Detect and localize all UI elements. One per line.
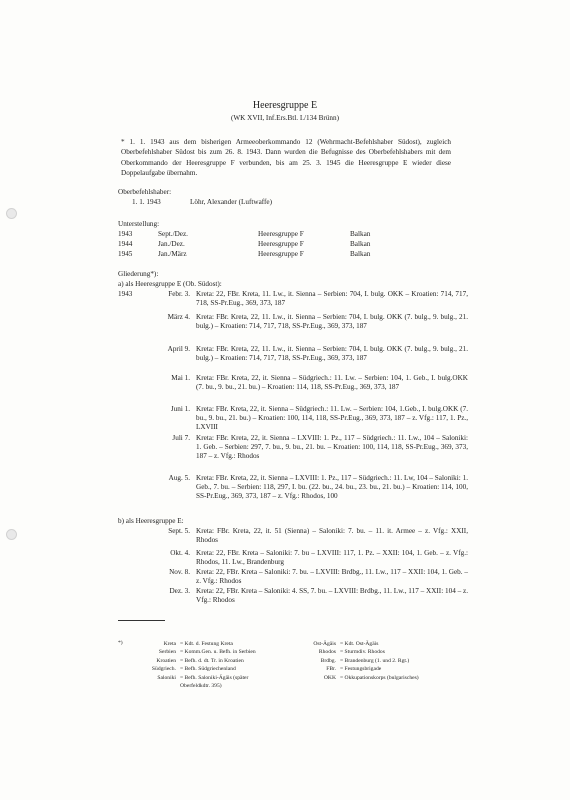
- gliederung-entry: [118, 405, 468, 432]
- entry-text: Kreta: FBr. Kreta, 22, it. 51 (Sienna) – Saloniki: 7. bu. – 11. it. Armee – z. Vfg.: XXII, Rhodos: [196, 527, 468, 545]
- punch-hole: [6, 529, 17, 540]
- entry-text: Kreta: FBr. Kreta, 22, it. Sienna – LXVIII: 1. Pz., 117 – Südgriech.: 11. Lw., 104 – Saloniki: 1. Geb. – Serbien: 297, 7. bu., 9. bu., 21. bu. – Kroatien: 100, 114, 118, SS-Pr.Eug., 369, 373, 187 – z. Vfg.: Rhodos: [196, 434, 468, 461]
- footnote-abbr: Saloniki: [157, 674, 176, 681]
- gliederung-label: Gliederung*):: [118, 270, 159, 278]
- entry-date: Febr. 3.: [168, 290, 190, 298]
- entry-date: Sept. 5.: [168, 527, 190, 535]
- unterstellung-period: Jan./Dez.: [158, 240, 185, 248]
- entry-text: Kreta: FBr. Kreta, 22, it. Sienna – Südgriech.: 11. Lw. – Serbien: 104, 1.Geb., I. bulg.OKK (7. bu., 9. bu., 21. bu.) – Kroatien: 100, 114, 118, SS-Pr.Eug., 369, 373, 187 – z. Vfg.: 117, 1. Pz., LXVIII: [196, 405, 468, 432]
- entry-text: Kreta: FBr. Kreta, 22, 11. Lw., it. Sienna – Serbien: 704, I. bulg. OKK (7. bulg., 9. bulg., 21. bulg.) – Kroatien: 714, 717, 718, SS-Pr.Eug., 369, 373, 187: [196, 313, 468, 331]
- entry-text: Kreta: 22, FBr. Kreta – Saloniki: 4. SS, 7. bu. – LXVIII: Brdbg., 11. Lw., 117 – XXII: 104 – z. Vfg.: Rhodos: [196, 587, 468, 605]
- entry-text: Kreta: 22, FBr. Kreta – Saloniki: 7. bu. – LXVIII: Brdbg., 11. Lw., 117 – XXII: 104, 1. Geb. – z. Vfg.: Rhodos: [196, 568, 468, 586]
- entry-date: Juni 1.: [170, 405, 190, 413]
- footnote-definition: = Befh. Südgriechenland: [180, 666, 236, 673]
- footnote-definition: = Befh. d. dt. Tr. in Kroatien: [180, 657, 244, 664]
- intro-paragraph: * 1. 1. 1943 aus dem bisherigen Armeeoberkommando 12 (Wehrmacht-Befehlshaber Südost), zugleich Oberbefehlshaber Südost bis zum 26. 8. 1943. Dann wurden die Befugnisse des Oberbefehlshabers mit dem Oberkommando der Heeresgruppe F verbunden, bis am 25. 3. 1945 die Heeresgruppe E wieder diese Doppelaufgabe übernahm.: [121, 138, 451, 178]
- footnote-abbr: FBr.: [326, 666, 336, 673]
- unterstellung-area: Balkan: [350, 250, 371, 258]
- page-title: Heeresgruppe E: [252, 100, 318, 111]
- entry-text: Kreta: FBr. Kreta, 22, 11. Lw., it. Sienna – Serbien: 704, I. bulg. OKK (7. bulg., 9. bulg., 21. bulg.) – Kroatien: 714, 717, 718, SS-Pr.Eug., 369, 373, 187: [196, 345, 468, 363]
- entry-date: März 4.: [167, 313, 190, 321]
- gliederung-entry: [118, 374, 468, 392]
- entry-year: 1943: [118, 290, 133, 298]
- entry-date: Aug. 5.: [168, 474, 190, 482]
- oberbefehlshaber-label: Oberbefehlshaber:: [118, 188, 172, 196]
- unterstellung-period: Sept./Dez.: [158, 230, 188, 238]
- footnote-abbr: Kreta: [163, 641, 176, 647]
- entry-text: Kreta: 22, FBr. Kreta – Saloniki: 7. bu – LXVIII: 117, 1. Pz. – XXII: 104, 1. Geb. – z. Vfg.: Rhodos, 11. Lw., Brandenburg: [196, 549, 468, 567]
- entry-text: Kreta: FBr. Kreta, 22, it. Sienna – Südgriech.: 11. Lw. – Serbien: 104, 1. Geb., I. bulg.OKK (7. bu., 9. bu., 21. bu.) – Kroatien: 114, 118, SS-Pr.Eug., 369, 373, 187: [196, 374, 468, 392]
- unterstellung-year: 1943: [118, 230, 133, 238]
- entry-date: Dez. 3.: [169, 587, 190, 595]
- gliederung-entry: [118, 549, 468, 567]
- gliederung-entry: [118, 290, 468, 308]
- footnote-abbr: Brdbg.: [320, 657, 336, 664]
- oberbefehlshaber-name: Löhr, Alexander (Luftwaffe): [190, 198, 272, 206]
- unterstellung-year: 1944: [118, 240, 133, 248]
- footnote-definition: = Komm.Gen. u. Befh. in Serbien: [180, 649, 256, 656]
- footnote-abbr: Südgriech.: [151, 666, 176, 673]
- footnote-definition: = Kdt. Ost-Ägäis: [340, 641, 379, 647]
- footnote-marker: *): [118, 640, 123, 646]
- unterstellung-group: Heeresgruppe F: [258, 230, 304, 238]
- footnote-abbr: Kroatien: [156, 657, 176, 664]
- unterstellung-label: Unterstellung:: [118, 220, 160, 228]
- entry-text: Kreta: 22, FBr. Kreta, 11. Lw., it. Sienna – Serbien: 704, I. bulg. OKK – Kroatien: 714, 717, 718, SS-Pr.Eug., 369, 373, 187: [196, 290, 468, 308]
- page-subtitle: (WK XVII, Inf.Ers.Btl. I./134 Brünn): [231, 114, 339, 122]
- gliederung-entry: [118, 434, 468, 461]
- footnote-abbr: Rhodos: [318, 649, 336, 656]
- footnote-definition: = Sturmdiv. Rhodos: [340, 649, 385, 656]
- gliederung-entry: [118, 568, 468, 586]
- entry-date: April 9.: [167, 345, 190, 353]
- punch-hole: [6, 208, 17, 219]
- footnote-definition: = Festungsbrigade: [340, 666, 382, 673]
- oberbefehlshaber-date: 1. 1. 1943: [132, 198, 161, 206]
- unterstellung-year: 1945: [118, 250, 133, 258]
- footnote-definition: = Kdt. d. Festung Kreta: [180, 641, 233, 647]
- unterstellung-area: Balkan: [350, 230, 371, 238]
- gliederung-entry: [118, 587, 468, 605]
- footnote-definition: Oberfeldkdtr. 395): [180, 683, 222, 689]
- entry-date: Nov. 8.: [169, 568, 190, 576]
- footnote-rule: [118, 620, 165, 621]
- footnote-abbr: Ost-Ägäis: [313, 641, 336, 647]
- footnote-abbr: OKK: [323, 674, 336, 681]
- gliederung-entry: [118, 474, 468, 501]
- gliederung-entry: [118, 313, 468, 331]
- entry-date: Juli 7.: [172, 434, 190, 442]
- footnote-definition: = Okkupationskorps (bulgarisches): [340, 674, 419, 681]
- entry-date: Mai 1.: [171, 374, 190, 382]
- unterstellung-group: Heeresgruppe F: [258, 250, 304, 258]
- unterstellung-period: Jan./März: [158, 250, 187, 258]
- section-a-heading: a) als Heeresgruppe E (Ob. Südost):: [118, 280, 222, 288]
- footnote-definition: = Brandenburg (1. und 2. Rgt.): [340, 657, 410, 664]
- entry-text: Kreta: FBr. Kreta, 22, it. Sienna – LXVIII: 1. Pz., 117 – Südgriech.: 11. Lw, 104 – Saloniki: 1. Geb., 7. bu. – Serbien: 118, 297, I. bu. (22. bu., 24. bu., 23. bu., 21. bu.) – Kroatien: 114, 100, SS-Pr.Eug., 369, 373, 187 – z. Vfg.: Rhodos, 100: [196, 474, 468, 501]
- footnote-abbr: Serbien: [158, 649, 176, 656]
- section-b-heading: b) als Heeresgruppe E:: [118, 517, 184, 525]
- gliederung-entry: [118, 345, 468, 363]
- unterstellung-group: Heeresgruppe F: [258, 240, 304, 248]
- unterstellung-area: Balkan: [350, 240, 371, 248]
- entry-date: Okt. 4.: [170, 549, 190, 557]
- footnote-definition: = Befh. Saloniki-Ägäis (später: [180, 674, 249, 681]
- gliederung-entry: [118, 527, 468, 545]
